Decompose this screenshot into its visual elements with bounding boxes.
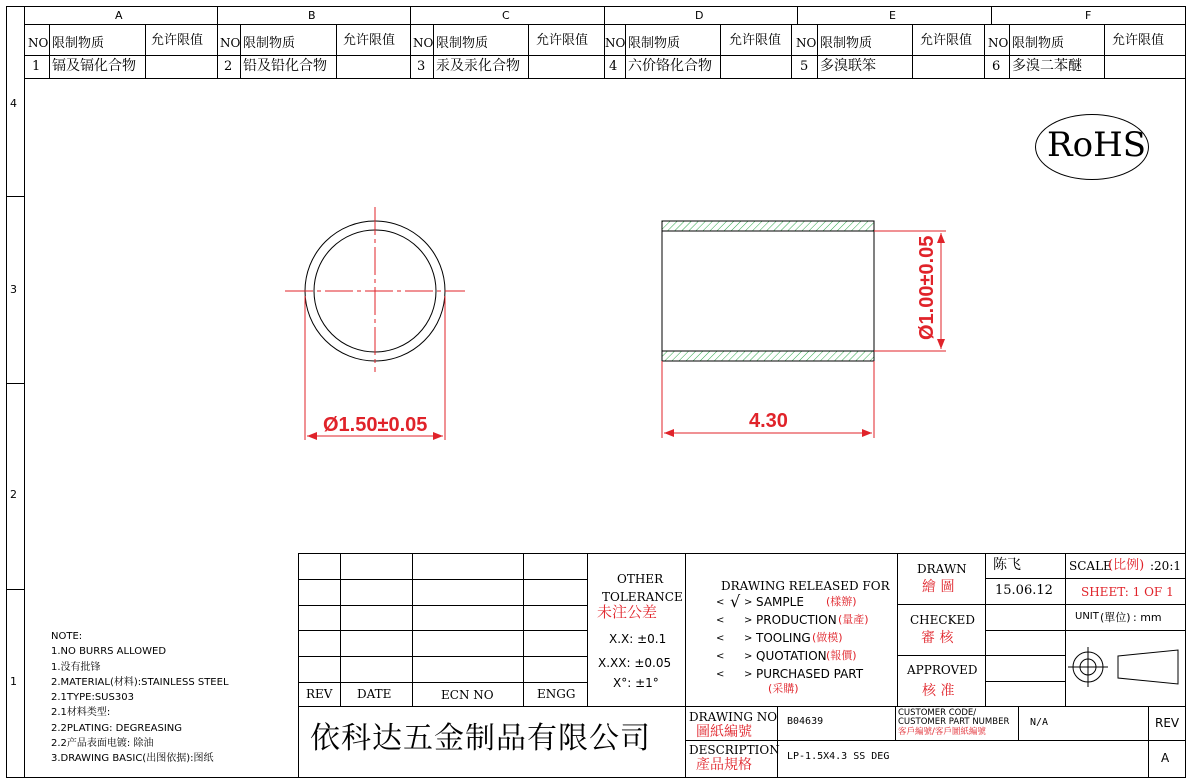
tolerance-xx: X.XX: ±0.05 <box>598 656 672 670</box>
customer-code-value: N/A <box>1030 717 1049 728</box>
notes <box>51 629 229 767</box>
rs-header-substance: 限制物质 <box>628 36 681 51</box>
drawn-by: 陈飞 <box>993 557 1021 573</box>
rs-item-no: 6 <box>992 59 1001 74</box>
rs-header-no: NO <box>605 36 626 50</box>
unit-label-cn: (單位) <box>1100 611 1131 624</box>
scale-label: SCALE <box>1069 559 1112 573</box>
zone-col-f: F <box>1085 9 1092 22</box>
note-line: 1.NO BURRS ALLOWED <box>51 646 167 658</box>
drawing-no-label-cn: 圖紙編號 <box>696 724 752 740</box>
rs-header-no: NO <box>220 36 241 50</box>
rs-header-substance: 限制物质 <box>436 36 489 51</box>
scale-label-cn: (比例) <box>1108 558 1145 573</box>
side-view <box>662 221 946 438</box>
note-line: 2.2产品表面电镀: 除油 <box>51 738 154 750</box>
customer-code-label: CUSTOMER PART NUMBER <box>898 717 1010 727</box>
zone-col-a: A <box>115 9 123 22</box>
tolerance-x: X.X: ±0.1 <box>609 632 667 646</box>
length-dim: 4.30 <box>749 410 788 432</box>
rs-header-no: NO <box>413 36 434 50</box>
rs-header-limit: 允许限值 <box>536 33 589 48</box>
rs-item-name: 多溴联笨 <box>820 58 876 74</box>
rs-header-no: NO <box>28 36 49 50</box>
approved-label: APPROVED <box>907 663 978 677</box>
tolerance-deg: X°: ±1° <box>613 676 659 690</box>
zone-col-e: E <box>889 9 896 22</box>
approved-label-cn: 核 准 <box>922 683 955 699</box>
note-line: 2.1TYPE:SUS303 <box>51 692 134 704</box>
top-wall-section <box>662 221 874 231</box>
rs-item-no: 3 <box>417 59 426 74</box>
rev-col-header: REV <box>306 687 333 701</box>
zone-row-1: 1 <box>10 675 17 688</box>
rs-header-substance: 限制物质 <box>1012 36 1065 51</box>
customer-code-label: CUSTOMER CODE/ <box>898 708 977 718</box>
rs-header-substance: 限制物质 <box>820 36 873 51</box>
zone-row-2: 2 <box>10 488 17 501</box>
rs-item-name: 六价铬化合物 <box>628 58 712 74</box>
drawn-label: DRAWN <box>917 562 967 576</box>
sheet-number: SHEET: 1 OF 1 <box>1081 585 1174 599</box>
rev-label: REV <box>1155 716 1180 730</box>
engg-col-header: ENGG <box>537 687 576 701</box>
rs-item-no: 5 <box>800 59 809 74</box>
zone-col-d: D <box>695 9 704 22</box>
rs-header-limit: 允许限值 <box>920 33 973 48</box>
rs-header-limit: 允许限值 <box>151 33 204 48</box>
notes-title: NOTE: <box>51 631 83 642</box>
company-name: 依科达五金制品有限公司 <box>310 721 651 756</box>
description-label: DESCRIPTION <box>689 743 780 757</box>
drawing-no-label: DRAWING NO <box>689 710 778 724</box>
note-line: 2.1材料类型: <box>51 707 111 719</box>
rs-header-limit: 允许限值 <box>729 33 782 48</box>
customer-code-label-cn: 客戶編號/客戶圖紙編號 <box>898 727 986 737</box>
tolerance-title: TOLERANCE <box>602 590 683 604</box>
bottom-wall-section <box>662 351 874 361</box>
rs-item-name: 多溴二苯醚 <box>1012 58 1082 74</box>
note-line: 2.2PLATING: DEGREASING <box>51 722 183 734</box>
note-line: 3.DRAWING BASIC(出图依据):图纸 <box>51 753 214 765</box>
rohs-label: RoHS <box>1047 125 1147 165</box>
projection-symbol-icon <box>1068 647 1178 687</box>
rs-header-no: NO <box>988 36 1009 50</box>
rs-header-no: NO <box>796 36 817 50</box>
rev-value: A <box>1161 751 1170 765</box>
rs-item-no: 1 <box>32 59 41 74</box>
rs-item-name: 汞及汞化合物 <box>436 58 520 74</box>
tolerance-title: OTHER <box>617 572 664 586</box>
zone-col-c: C <box>502 9 510 22</box>
date-col-header: DATE <box>357 687 392 701</box>
outer-dia-dim: Ø1.50±0.05 <box>323 414 428 436</box>
inner-dia-dim: Ø1.00±0.05 <box>916 235 938 340</box>
description-label-cn: 產品規格 <box>696 757 752 773</box>
unit-value: : mm <box>1133 611 1162 624</box>
drawing-no-value: B04639 <box>787 716 824 727</box>
tolerance-title-cn: 未注公差 <box>597 603 658 621</box>
rs-item-name: 铅及铅化合物 <box>243 58 327 74</box>
zone-row-4: 4 <box>10 97 17 110</box>
rs-header-substance: 限制物质 <box>52 36 105 51</box>
zone-col-b: B <box>308 9 316 22</box>
rs-item-no: 2 <box>224 59 233 74</box>
note-line: 1.没有批锋 <box>51 661 101 673</box>
rs-item-no: 4 <box>609 59 618 74</box>
ecn-col-header: ECN NO <box>441 688 494 702</box>
checked-label: CHECKED <box>910 613 975 627</box>
rs-header-limit: 允许限值 <box>1112 33 1165 48</box>
note-line: 2.MATERIAL(材料):STAINLESS STEEL <box>51 676 229 688</box>
check-mark-icon: √ <box>730 592 741 611</box>
description-value: LP-1.5X4.3 SS DEG <box>787 751 890 762</box>
release-title: DRAWING RELEASED FOR <box>721 579 890 593</box>
drawn-label-cn: 繪 圖 <box>922 579 955 595</box>
drawn-date: 15.06.12 <box>995 583 1053 598</box>
rs-item-name: 镉及镉化合物 <box>52 58 136 74</box>
scale-value: :20:1 <box>1150 559 1181 573</box>
end-view <box>285 207 465 440</box>
unit-label: UNIT <box>1075 611 1099 622</box>
rs-header-substance: 限制物质 <box>243 36 296 51</box>
checked-label-cn: 審 核 <box>921 630 954 646</box>
rs-header-limit: 允许限值 <box>343 33 396 48</box>
zone-row-3: 3 <box>10 283 17 296</box>
